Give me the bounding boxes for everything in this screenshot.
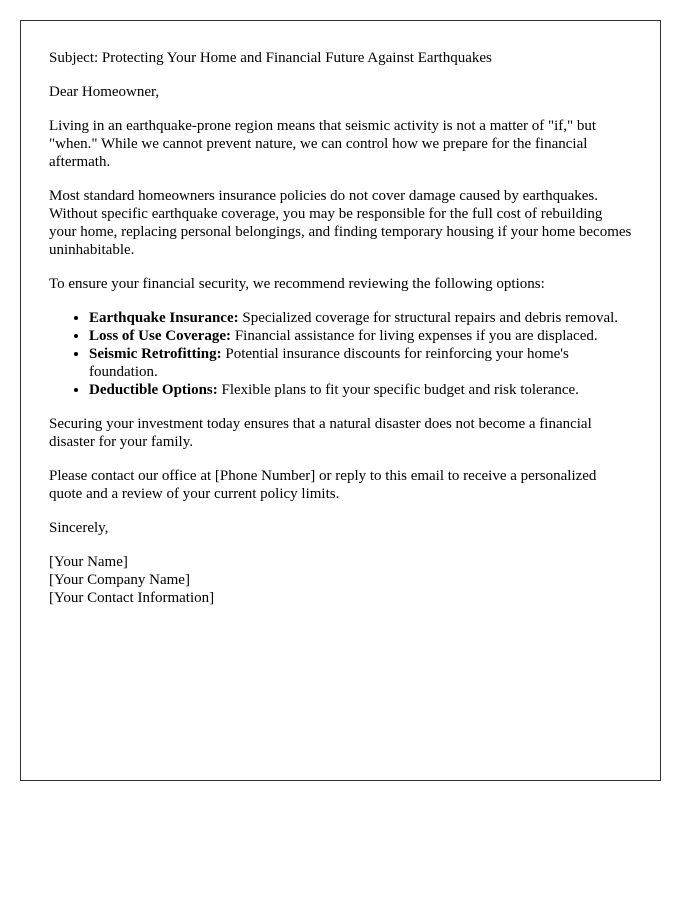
options-intro-paragraph: To ensure your financial security, we recommend reviewing the following options: bbox=[49, 276, 545, 292]
option-description: Potential insurance discounts for reinforcing your home's foundation. bbox=[89, 346, 569, 380]
option-term: Earthquake Insurance: bbox=[89, 310, 239, 326]
option-item bbox=[89, 327, 632, 345]
letter-container bbox=[20, 20, 661, 781]
option-description: Financial assistance for living expenses if you are displaced. bbox=[231, 328, 598, 344]
option-description: Flexible plans to fit your specific budget and risk tolerance. bbox=[217, 382, 579, 398]
option-term: Loss of Use Coverage: bbox=[89, 328, 232, 344]
signature-company: [Your Company Name] bbox=[49, 572, 190, 588]
contact-paragraph: Please contact our office at [Phone Number] or reply to this email to receive a personalized quote and a review of your current policy limits. bbox=[49, 468, 597, 502]
signature-name: [Your Name] bbox=[49, 554, 128, 570]
option-term: Seismic Retrofitting: bbox=[89, 346, 222, 362]
option-description: Specialized coverage for structural repairs and debris removal. bbox=[238, 310, 619, 326]
option-term: Deductible Options: bbox=[89, 382, 218, 398]
signature-contact: [Your Contact Information] bbox=[49, 590, 215, 606]
options-list bbox=[49, 309, 632, 399]
intro-paragraph: Living in an earthquake-prone region means that seismic activity is not a matter of "if," but "when." While we cannot prevent nature, we can control how we prepare for the financial aftermath. bbox=[49, 118, 597, 170]
sign-off: Sincerely, bbox=[49, 520, 109, 536]
option-item bbox=[89, 309, 632, 327]
option-item bbox=[89, 381, 632, 399]
signature-block bbox=[49, 553, 632, 607]
coverage-paragraph: Most standard homeowners insurance policies do not cover damage caused by earthquakes. Without specific earthquake coverage, you may be responsible for the full cost of rebuilding your home, replacing personal belongings, and finding temporary housing if your home becomes uninhabitable. bbox=[49, 188, 632, 258]
salutation: Dear Homeowner, bbox=[49, 84, 160, 100]
investment-paragraph: Securing your investment today ensures that a natural disaster does not become a financial disaster for your family. bbox=[49, 416, 592, 450]
subject-line: Subject: Protecting Your Home and Financial Future Against Earthquakes bbox=[49, 50, 492, 66]
option-item bbox=[89, 345, 632, 381]
